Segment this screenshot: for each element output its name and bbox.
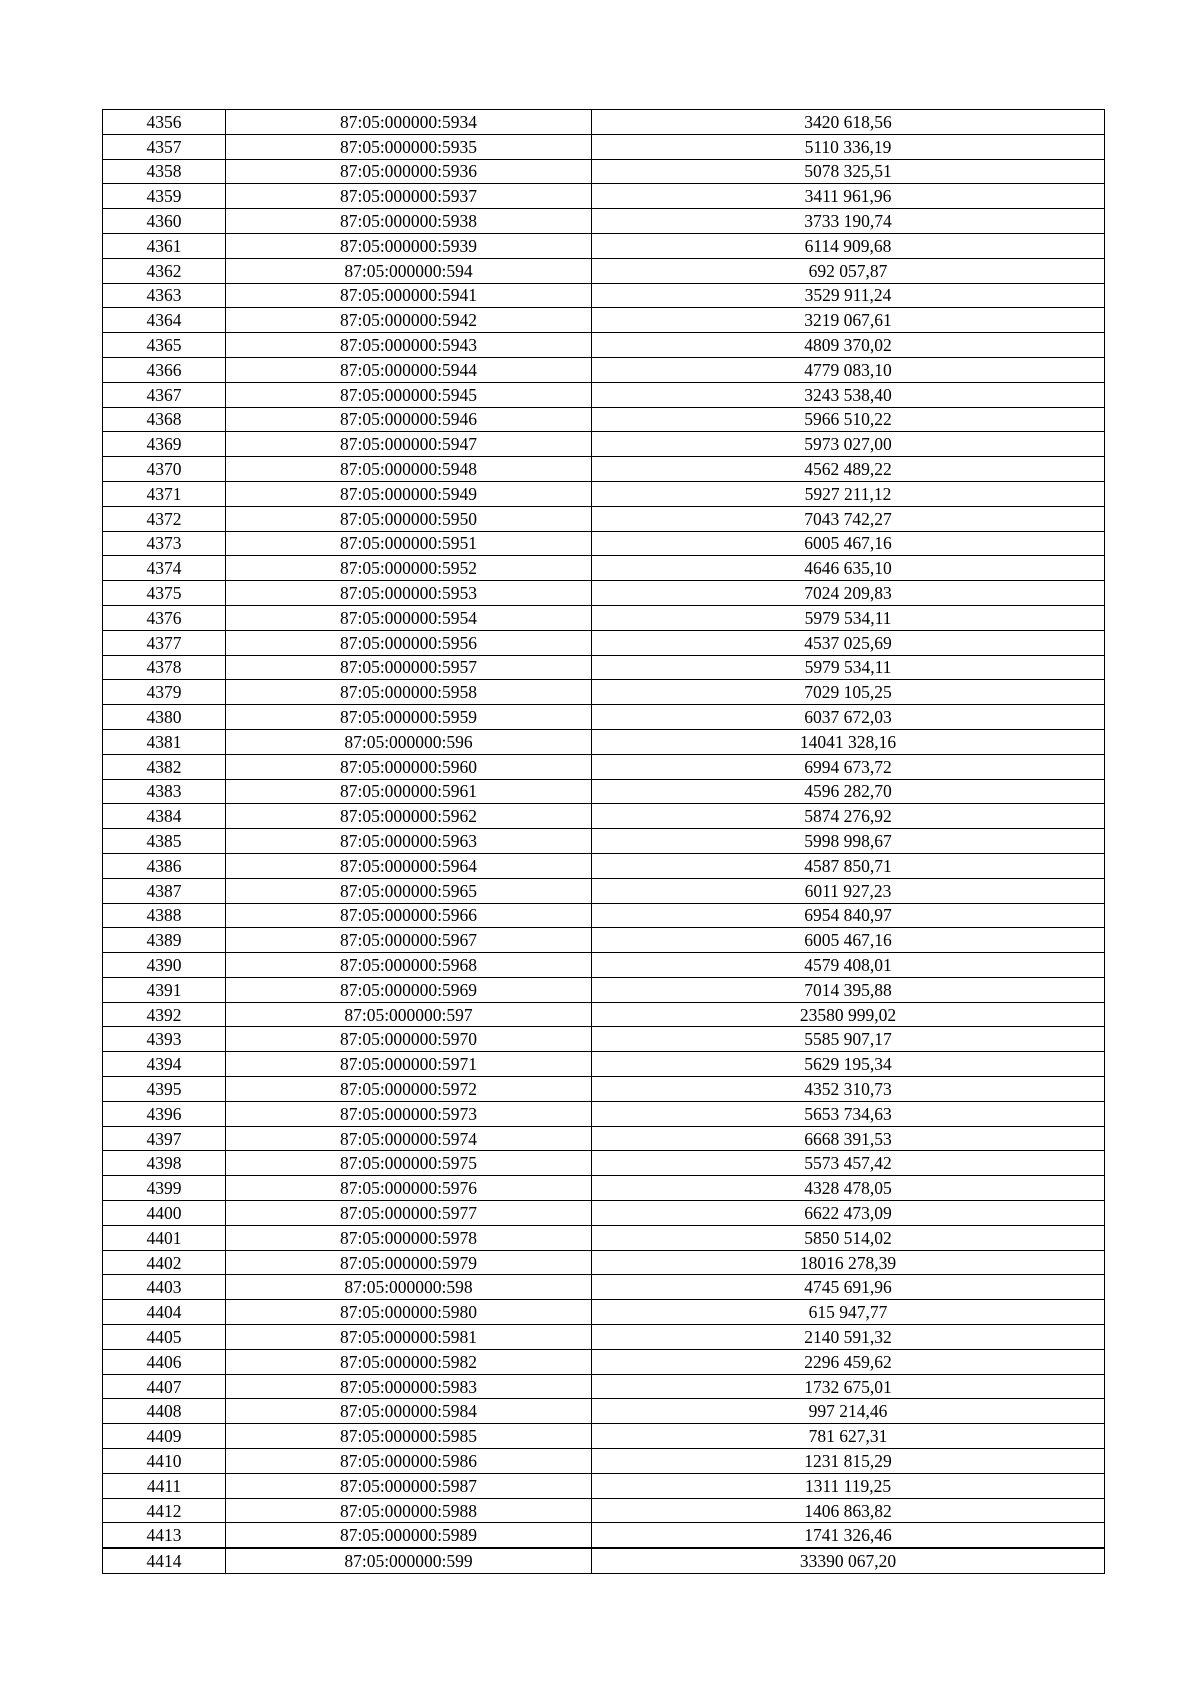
cadastral-number-cell: 87:05:000000:5988	[226, 1498, 592, 1523]
table-row	[103, 977, 1105, 1002]
cadastral-value-cell: 4587 850,71	[592, 853, 1105, 878]
table-row	[103, 1325, 1105, 1350]
cadastral-value-cell: 4809 370,02	[592, 333, 1105, 358]
cadastral-value-cell: 5973 027,00	[592, 432, 1105, 457]
cadastral-number-cell: 87:05:000000:5963	[226, 829, 592, 854]
cadastral-number-cell: 87:05:000000:5942	[226, 308, 592, 333]
cadastral-value-cell: 4328 478,05	[592, 1176, 1105, 1201]
row-number-cell: 4397	[103, 1126, 226, 1151]
row-number-cell: 4405	[103, 1325, 226, 1350]
table-row	[103, 655, 1105, 680]
table-row	[103, 1002, 1105, 1027]
cadastral-number-cell: 87:05:000000:594	[226, 258, 592, 283]
table-row	[103, 357, 1105, 382]
cadastral-value-cell: 5110 336,19	[592, 134, 1105, 159]
cadastral-number-cell: 87:05:000000:5981	[226, 1325, 592, 1350]
table-row	[103, 1300, 1105, 1325]
cadastral-number-cell: 87:05:000000:5971	[226, 1052, 592, 1077]
row-number-cell: 4389	[103, 928, 226, 953]
cadastral-number-cell: 87:05:000000:5957	[226, 655, 592, 680]
cadastral-number-cell: 87:05:000000:5953	[226, 581, 592, 606]
row-number-cell: 4370	[103, 457, 226, 482]
cadastral-value-cell: 4646 635,10	[592, 556, 1105, 581]
table-row	[103, 481, 1105, 506]
table-row	[103, 1349, 1105, 1374]
row-number-cell: 4365	[103, 333, 226, 358]
cadastral-number-cell: 87:05:000000:598	[226, 1275, 592, 1300]
cadastral-number-cell: 87:05:000000:5976	[226, 1176, 592, 1201]
row-number-cell: 4379	[103, 680, 226, 705]
table-row	[103, 829, 1105, 854]
table-row	[103, 1126, 1105, 1151]
cadastral-value-cell: 3243 538,40	[592, 382, 1105, 407]
table-row	[103, 1027, 1105, 1052]
cadastral-number-cell: 87:05:000000:5948	[226, 457, 592, 482]
row-number-cell: 4367	[103, 382, 226, 407]
cadastral-value-cell: 5979 534,11	[592, 655, 1105, 680]
table-row	[103, 209, 1105, 234]
cadastral-value-cell: 1406 863,82	[592, 1498, 1105, 1523]
cadastral-number-cell: 87:05:000000:5959	[226, 705, 592, 730]
table-row	[103, 779, 1105, 804]
cadastral-number-cell: 87:05:000000:5939	[226, 233, 592, 258]
cadastral-number-cell: 87:05:000000:5935	[226, 134, 592, 159]
row-number-cell: 4393	[103, 1027, 226, 1052]
row-number-cell: 4384	[103, 804, 226, 829]
table-row	[103, 878, 1105, 903]
cadastral-value-cell: 3529 911,24	[592, 283, 1105, 308]
row-number-cell: 4362	[103, 258, 226, 283]
table-row	[103, 382, 1105, 407]
row-number-cell: 4369	[103, 432, 226, 457]
cadastral-number-cell: 87:05:000000:5964	[226, 853, 592, 878]
cadastral-value-cell: 3219 067,61	[592, 308, 1105, 333]
cadastral-value-cell: 2140 591,32	[592, 1325, 1105, 1350]
table-row	[103, 581, 1105, 606]
table-row	[103, 1548, 1105, 1573]
table-row	[103, 1250, 1105, 1275]
cadastral-number-cell: 87:05:000000:5972	[226, 1077, 592, 1102]
cadastral-number-cell: 87:05:000000:5944	[226, 357, 592, 382]
table-row	[103, 754, 1105, 779]
cadastral-value-cell: 23580 999,02	[592, 1002, 1105, 1027]
cadastral-value-cell: 5585 907,17	[592, 1027, 1105, 1052]
table-row	[103, 1176, 1105, 1201]
row-number-cell: 4401	[103, 1225, 226, 1250]
row-number-cell: 4378	[103, 655, 226, 680]
row-number-cell: 4387	[103, 878, 226, 903]
cadastral-value-cell: 5078 325,51	[592, 159, 1105, 184]
cadastral-number-cell: 87:05:000000:5967	[226, 928, 592, 953]
table-row	[103, 308, 1105, 333]
row-number-cell: 4360	[103, 209, 226, 234]
cadastral-number-cell: 87:05:000000:5954	[226, 605, 592, 630]
cadastral-value-cell: 5573 457,42	[592, 1151, 1105, 1176]
table-row	[103, 159, 1105, 184]
row-number-cell: 4402	[103, 1250, 226, 1275]
cadastral-value-cell: 6005 467,16	[592, 928, 1105, 953]
cadastral-value-cell: 997 214,46	[592, 1399, 1105, 1424]
table-row	[103, 233, 1105, 258]
cadastral-value-cell: 5927 211,12	[592, 481, 1105, 506]
cadastral-number-cell: 87:05:000000:5989	[226, 1523, 592, 1548]
cadastral-number-cell: 87:05:000000:599	[226, 1548, 592, 1573]
cadastral-number-cell: 87:05:000000:5975	[226, 1151, 592, 1176]
cadastral-number-cell: 87:05:000000:596	[226, 729, 592, 754]
table-row	[103, 804, 1105, 829]
cadastral-value-cell: 1732 675,01	[592, 1374, 1105, 1399]
table-row	[103, 1101, 1105, 1126]
row-number-cell: 4357	[103, 134, 226, 159]
cadastral-value-cell: 1311 119,25	[592, 1473, 1105, 1498]
row-number-cell: 4410	[103, 1449, 226, 1474]
cadastral-number-cell: 87:05:000000:5951	[226, 531, 592, 556]
row-number-cell: 4372	[103, 506, 226, 531]
cadastral-value-cell: 615 947,77	[592, 1300, 1105, 1325]
row-number-cell: 4356	[103, 110, 226, 135]
table-row	[103, 928, 1105, 953]
row-number-cell: 4366	[103, 357, 226, 382]
table-row	[103, 630, 1105, 655]
table-row	[103, 1498, 1105, 1523]
cadastral-number-cell: 87:05:000000:5946	[226, 407, 592, 432]
cadastral-number-cell: 87:05:000000:5950	[226, 506, 592, 531]
row-number-cell: 4411	[103, 1473, 226, 1498]
cadastral-value-cell: 5653 734,63	[592, 1101, 1105, 1126]
row-number-cell: 4361	[103, 233, 226, 258]
table-row	[103, 1449, 1105, 1474]
cadastral-value-cell: 7024 209,83	[592, 581, 1105, 606]
row-number-cell: 4409	[103, 1424, 226, 1449]
row-number-cell: 4404	[103, 1300, 226, 1325]
table-row	[103, 258, 1105, 283]
cadastral-number-cell: 87:05:000000:5943	[226, 333, 592, 358]
row-number-cell: 4371	[103, 481, 226, 506]
cadastral-number-cell: 87:05:000000:5941	[226, 283, 592, 308]
table-row	[103, 903, 1105, 928]
cadastral-number-cell: 87:05:000000:597	[226, 1002, 592, 1027]
cadastral-value-cell: 6005 467,16	[592, 531, 1105, 556]
cadastral-value-cell: 3733 190,74	[592, 209, 1105, 234]
table-row	[103, 680, 1105, 705]
table-row	[103, 110, 1105, 135]
cadastral-number-cell: 87:05:000000:5970	[226, 1027, 592, 1052]
row-number-cell: 4403	[103, 1275, 226, 1300]
cadastral-number-cell: 87:05:000000:5961	[226, 779, 592, 804]
table-row	[103, 283, 1105, 308]
cadastral-value-cell: 2296 459,62	[592, 1349, 1105, 1374]
row-number-cell: 4400	[103, 1201, 226, 1226]
table-row	[103, 1052, 1105, 1077]
cadastral-number-cell: 87:05:000000:5987	[226, 1473, 592, 1498]
row-number-cell: 4392	[103, 1002, 226, 1027]
row-number-cell: 4382	[103, 754, 226, 779]
row-number-cell: 4406	[103, 1349, 226, 1374]
table-row	[103, 1275, 1105, 1300]
cadastral-number-cell: 87:05:000000:5968	[226, 953, 592, 978]
table-row	[103, 729, 1105, 754]
table-row	[103, 1399, 1105, 1424]
cadastral-value-cell: 6011 927,23	[592, 878, 1105, 903]
row-number-cell: 4399	[103, 1176, 226, 1201]
row-number-cell: 4358	[103, 159, 226, 184]
cadastral-value-cell: 7043 742,27	[592, 506, 1105, 531]
cadastral-number-cell: 87:05:000000:5978	[226, 1225, 592, 1250]
row-number-cell: 4359	[103, 184, 226, 209]
row-number-cell: 4386	[103, 853, 226, 878]
row-number-cell: 4390	[103, 953, 226, 978]
table-row	[103, 1424, 1105, 1449]
cadastral-value-cell: 6037 672,03	[592, 705, 1105, 730]
table-row	[103, 556, 1105, 581]
table-row	[103, 1077, 1105, 1102]
row-number-cell: 4412	[103, 1498, 226, 1523]
cadastral-value-cell: 5966 510,22	[592, 407, 1105, 432]
cadastral-number-cell: 87:05:000000:5969	[226, 977, 592, 1002]
cadastral-number-cell: 87:05:000000:5936	[226, 159, 592, 184]
table-row	[103, 1374, 1105, 1399]
cadastral-number-cell: 87:05:000000:5980	[226, 1300, 592, 1325]
row-number-cell: 4368	[103, 407, 226, 432]
cadastral-number-cell: 87:05:000000:5973	[226, 1101, 592, 1126]
cadastral-value-cell: 4562 489,22	[592, 457, 1105, 482]
row-number-cell: 4413	[103, 1523, 226, 1548]
table-row	[103, 705, 1105, 730]
row-number-cell: 4376	[103, 605, 226, 630]
row-number-cell: 4375	[103, 581, 226, 606]
cadastral-value-cell: 18016 278,39	[592, 1250, 1105, 1275]
cadastral-value-cell: 1231 815,29	[592, 1449, 1105, 1474]
row-number-cell: 4381	[103, 729, 226, 754]
row-number-cell: 4377	[103, 630, 226, 655]
table-row	[103, 1473, 1105, 1498]
cadastral-value-cell: 5979 534,11	[592, 605, 1105, 630]
cadastral-number-cell: 87:05:000000:5962	[226, 804, 592, 829]
table-row	[103, 184, 1105, 209]
table-row	[103, 953, 1105, 978]
row-number-cell: 4398	[103, 1151, 226, 1176]
row-number-cell: 4396	[103, 1101, 226, 1126]
cadastral-number-cell: 87:05:000000:5945	[226, 382, 592, 407]
cadastral-value-cell: 1741 326,46	[592, 1523, 1105, 1548]
row-number-cell: 4385	[103, 829, 226, 854]
row-number-cell: 4395	[103, 1077, 226, 1102]
cadastral-number-cell: 87:05:000000:5983	[226, 1374, 592, 1399]
cadastral-value-cell: 5850 514,02	[592, 1225, 1105, 1250]
cadastral-number-cell: 87:05:000000:5934	[226, 110, 592, 135]
cadastral-number-cell: 87:05:000000:5949	[226, 481, 592, 506]
cadastral-value-cell: 6954 840,97	[592, 903, 1105, 928]
cadastral-number-cell: 87:05:000000:5985	[226, 1424, 592, 1449]
cadastral-value-cell: 6622 473,09	[592, 1201, 1105, 1226]
cadastral-value-cell: 4779 083,10	[592, 357, 1105, 382]
cadastral-number-cell: 87:05:000000:5952	[226, 556, 592, 581]
cadastral-number-cell: 87:05:000000:5984	[226, 1399, 592, 1424]
table-row	[103, 432, 1105, 457]
row-number-cell: 4383	[103, 779, 226, 804]
table-row	[103, 1523, 1105, 1548]
cadastral-number-cell: 87:05:000000:5974	[226, 1126, 592, 1151]
cadastral-value-cell: 4745 691,96	[592, 1275, 1105, 1300]
cadastral-value-cell: 3420 618,56	[592, 110, 1105, 135]
cadastral-number-cell: 87:05:000000:5986	[226, 1449, 592, 1474]
cadastral-number-cell: 87:05:000000:5938	[226, 209, 592, 234]
cadastral-value-cell: 4596 282,70	[592, 779, 1105, 804]
cadastral-value-cell: 4352 310,73	[592, 1077, 1105, 1102]
row-number-cell: 4374	[103, 556, 226, 581]
cadastral-number-cell: 87:05:000000:5960	[226, 754, 592, 779]
cadastral-number-cell: 87:05:000000:5956	[226, 630, 592, 655]
cadastral-value-cell: 781 627,31	[592, 1424, 1105, 1449]
cadastral-value-cell: 5874 276,92	[592, 804, 1105, 829]
row-number-cell: 4394	[103, 1052, 226, 1077]
cadastral-number-cell: 87:05:000000:5966	[226, 903, 592, 928]
cadastral-value-cell: 7029 105,25	[592, 680, 1105, 705]
cadastral-number-cell: 87:05:000000:5958	[226, 680, 592, 705]
cadastral-value-cell: 3411 961,96	[592, 184, 1105, 209]
row-number-cell: 4388	[103, 903, 226, 928]
row-number-cell: 4414	[103, 1548, 226, 1573]
table-row	[103, 605, 1105, 630]
cadastral-number-cell: 87:05:000000:5965	[226, 878, 592, 903]
table-row	[103, 1201, 1105, 1226]
table-row	[103, 407, 1105, 432]
cadastral-value-cell: 33390 067,20	[592, 1548, 1105, 1573]
cadastral-number-cell: 87:05:000000:5947	[226, 432, 592, 457]
table-row	[103, 853, 1105, 878]
table-body	[103, 110, 1105, 1574]
cadastral-number-cell: 87:05:000000:5977	[226, 1201, 592, 1226]
cadastral-value-cell: 6668 391,53	[592, 1126, 1105, 1151]
row-number-cell: 4408	[103, 1399, 226, 1424]
table-row	[103, 457, 1105, 482]
cadastral-value-cell: 6994 673,72	[592, 754, 1105, 779]
cadastral-value-cell: 5629 195,34	[592, 1052, 1105, 1077]
table-row	[103, 1151, 1105, 1176]
table-row	[103, 531, 1105, 556]
cadastral-value-cell: 5998 998,67	[592, 829, 1105, 854]
table-row	[103, 1225, 1105, 1250]
row-number-cell: 4363	[103, 283, 226, 308]
cadastral-value-cell: 4537 025,69	[592, 630, 1105, 655]
cadastral-value-cell: 14041 328,16	[592, 729, 1105, 754]
cadastral-number-cell: 87:05:000000:5937	[226, 184, 592, 209]
row-number-cell: 4391	[103, 977, 226, 1002]
cadastral-number-cell: 87:05:000000:5982	[226, 1349, 592, 1374]
cadastral-value-cell: 7014 395,88	[592, 977, 1105, 1002]
row-number-cell: 4380	[103, 705, 226, 730]
cadastral-value-table	[102, 109, 1105, 1574]
cadastral-value-cell: 4579 408,01	[592, 953, 1105, 978]
row-number-cell: 4373	[103, 531, 226, 556]
cadastral-value-cell: 692 057,87	[592, 258, 1105, 283]
cadastral-value-cell: 6114 909,68	[592, 233, 1105, 258]
table-row	[103, 333, 1105, 358]
row-number-cell: 4364	[103, 308, 226, 333]
cadastral-number-cell: 87:05:000000:5979	[226, 1250, 592, 1275]
table-row	[103, 506, 1105, 531]
row-number-cell: 4407	[103, 1374, 226, 1399]
table-row	[103, 134, 1105, 159]
